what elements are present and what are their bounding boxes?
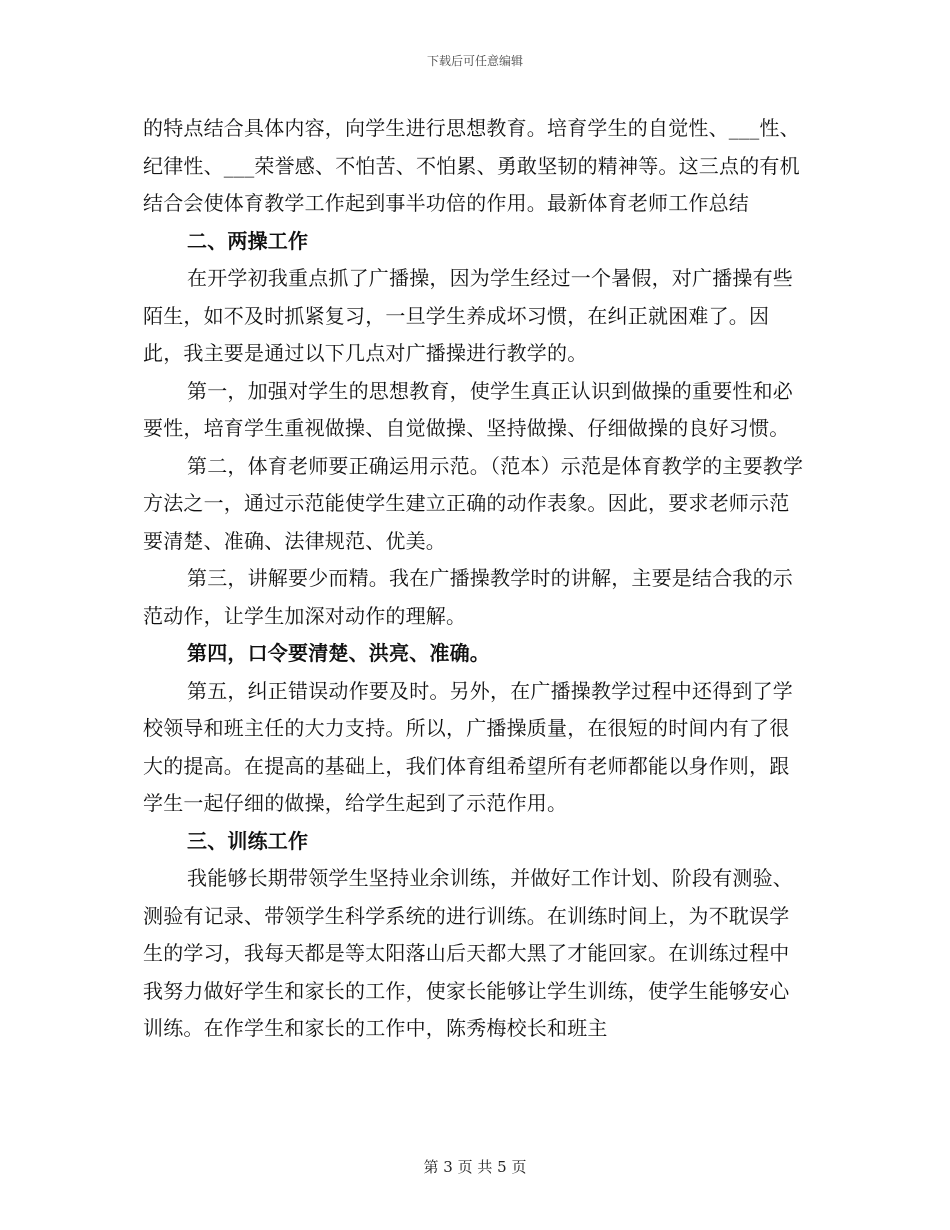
page-number: 第 3 页 共 5 页 <box>423 1158 527 1176</box>
paragraph: 在开学初我重点抓了广播操，因为学生经过一个暑假，对广播操有些陌生，如不及时抓紧复习，一旦学生养成坏习惯，在纠正就困难了。因此，我主要是通过以下几点对广播操进行教学的。 <box>143 266 793 365</box>
paragraph: 第五，纠正错误动作要及时。另外，在广播操教学过程中还得到了学校领导和班主任的大力支持。所以，广播操质量，在很短的时间内有了很大的提高。在提高的基础上，我们体育组希望所有老师都能以身作则，跟学生一起仔细的做操，给学生起到了示范作用。 <box>143 678 793 815</box>
page-header-note: 下载后可任意编辑 <box>426 54 523 68</box>
paragraph: 我能够长期带领学生坚持业余训练，并做好工作计划、阶段有测验、测验有记录、带领学生科学系统的进行训练。在训练时间上，为不耽误学生的学习，我每天都是等太阳落山后天都大黑了才能回家。在训练过程中我努力做好学生和家长的工作，使家长能够让学生训练，使学生能够安心训练。在作学生和家长的工作中，陈秀梅校长和班主 <box>143 866 793 1040</box>
paragraph: 第二，体育老师要正确运用示范。（范本）示范是体育教学的主要教学方法之一，通过示范能使学生建立正确的动作表象。因此，要求老师示范要清楚、准确、法律规范、优美。 <box>143 453 804 553</box>
section-heading-two: 二、两操工作 <box>187 228 309 253</box>
document-body <box>143 110 806 1048</box>
paragraph-bold: 第四，口令要清楚、洪亮、准确。 <box>187 641 490 665</box>
section-heading-three: 三、训练工作 <box>187 828 309 853</box>
paragraph-continuation: 的特点结合具体内容，向学生进行思想教育。培育学生的自觉性、___性、纪律性、___荣誉感、不怕苦、不怕累、勇敢坚韧的精神等。这三点的有机结合会使体育教学工作起到事半功倍的作用。最新体育老师工作总结 <box>143 116 800 215</box>
paragraph: 第三，讲解要少而精。我在广播操教学时的讲解，主要是结合我的示范动作，让学生加深对动作的理解。 <box>143 566 793 628</box>
paragraph: 第一，加强对学生的思想教育，使学生真正认识到做操的重要性和必要性，培育学生重视做操、自觉做操、坚持做操、仔细做操的良好习惯。 <box>143 378 793 440</box>
